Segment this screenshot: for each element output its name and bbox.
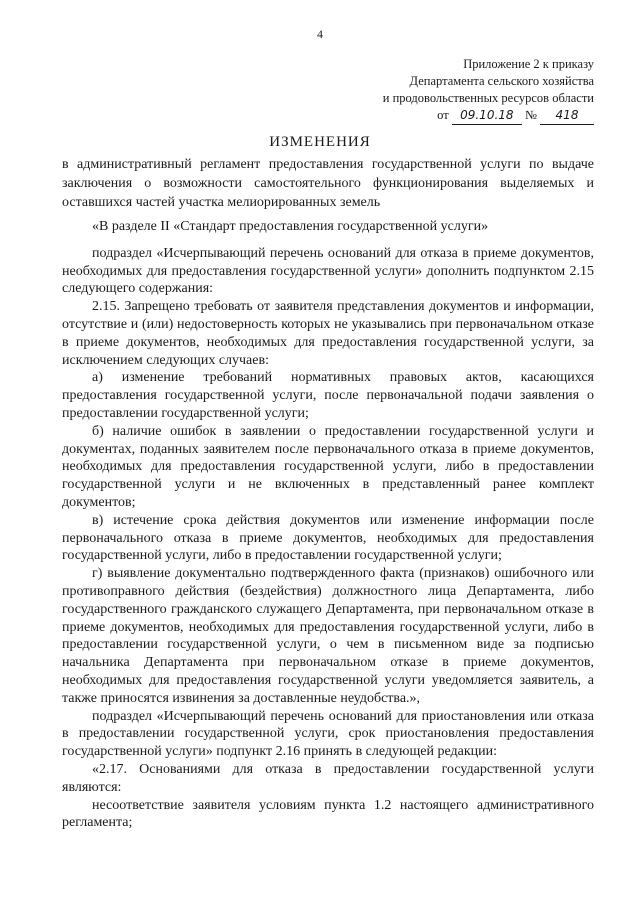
appendix-line-2: Департамента сельского хозяйства [409,74,594,88]
appendix-date-line [294,107,594,125]
appendix-line-3: и продовольственных ресурсов области [382,91,594,105]
document-body [62,218,594,832]
paragraph: а) изменение требований нормативных правовых актов, касающихся предоставления государственной услуги, после первоначальной подачи заявления о предоставлении государственной услуги; [62,370,594,421]
appendix-number: 418 [540,107,594,125]
paragraph: в) истечение срока действия документов или изменение информации после первоначального отказа в приеме документов, необходимых для предоставления государственной услуги, либо в предоставлении государственной услуги; [62,512,594,564]
document-title: ИЗМЕНЕНИЯ [269,134,371,150]
paragraph: подраздел «Исчерпывающий перечень оснований для отказа в приеме документов, необходимых для предоставления государственной услуги» дополнить подпунктом 2.15 следующего содержания: [62,245,594,297]
appendix-date: 09.10.18 [452,107,522,125]
appendix-block [294,56,594,125]
appendix-from-label: от [437,108,449,122]
appendix-line-1: Приложение 2 к приказу [463,57,594,71]
document-subtitle: в административный регламент предоставления государственной услуги по выдаче заключения о возможности самостоятельного функционирования выделяемых и оставшихся частей участка мелиорированных земель [62,157,594,210]
paragraph: «2.17. Основаниями для отказа в предоставлении государственной услуги являются: [62,761,594,795]
paragraph: несоответствие заявителя условиям пункта 1.2 настоящего административного регламента; [62,797,594,831]
paragraph: подраздел «Исчерпывающий перечень оснований для приостановления или отказа в предоставлении государственной услуги, срок приостановления предоставления государственной услуги» подпункт 2.16 принять в следующей редакции: [62,708,594,760]
paragraph: 2.15. Запрещено требовать от заявителя представления документов и информации, отсутствие и (или) недостоверность которых не указывались при первоначальном отказе в приеме документов, необходимых для предоставления государственной услуги, за исключением следующих случаев: [62,299,594,368]
paragraph-gap [62,236,594,245]
paragraph: б) наличие ошибок в заявлении о предоставлении государственной услуги и документах, поданных заявителем после первоначального отказа в приеме документов, необходимых для предоставления государственной услуги, либо в предоставлении государственной услуги и не включенных в представленный ранее комплект документов; [62,423,594,510]
paragraph-section-heading: «В разделе II «Стандарт предоставления государственной услуги» [92,219,489,234]
page-number: 4 [317,27,323,41]
appendix-number-label: № [524,108,537,122]
paragraph: г) выявление документально подтвержденного факта (признаков) ошибочного или противоправного действия (бездействия) должностного лица Департамента, либо государственного гражданского служащего Департамента, при первоначальном отказе в приеме документов, необходимых для предоставления государственной услуги, либо в предоставлении государственной услуги, о чем в письменном виде за подписью начальника Департамента при первоначальном отказе в приеме документов, необходимых для предоставления государственной услуги уведомляется заявитель, а также приносятся извинения за доставленные неудобства.», [62,566,594,706]
